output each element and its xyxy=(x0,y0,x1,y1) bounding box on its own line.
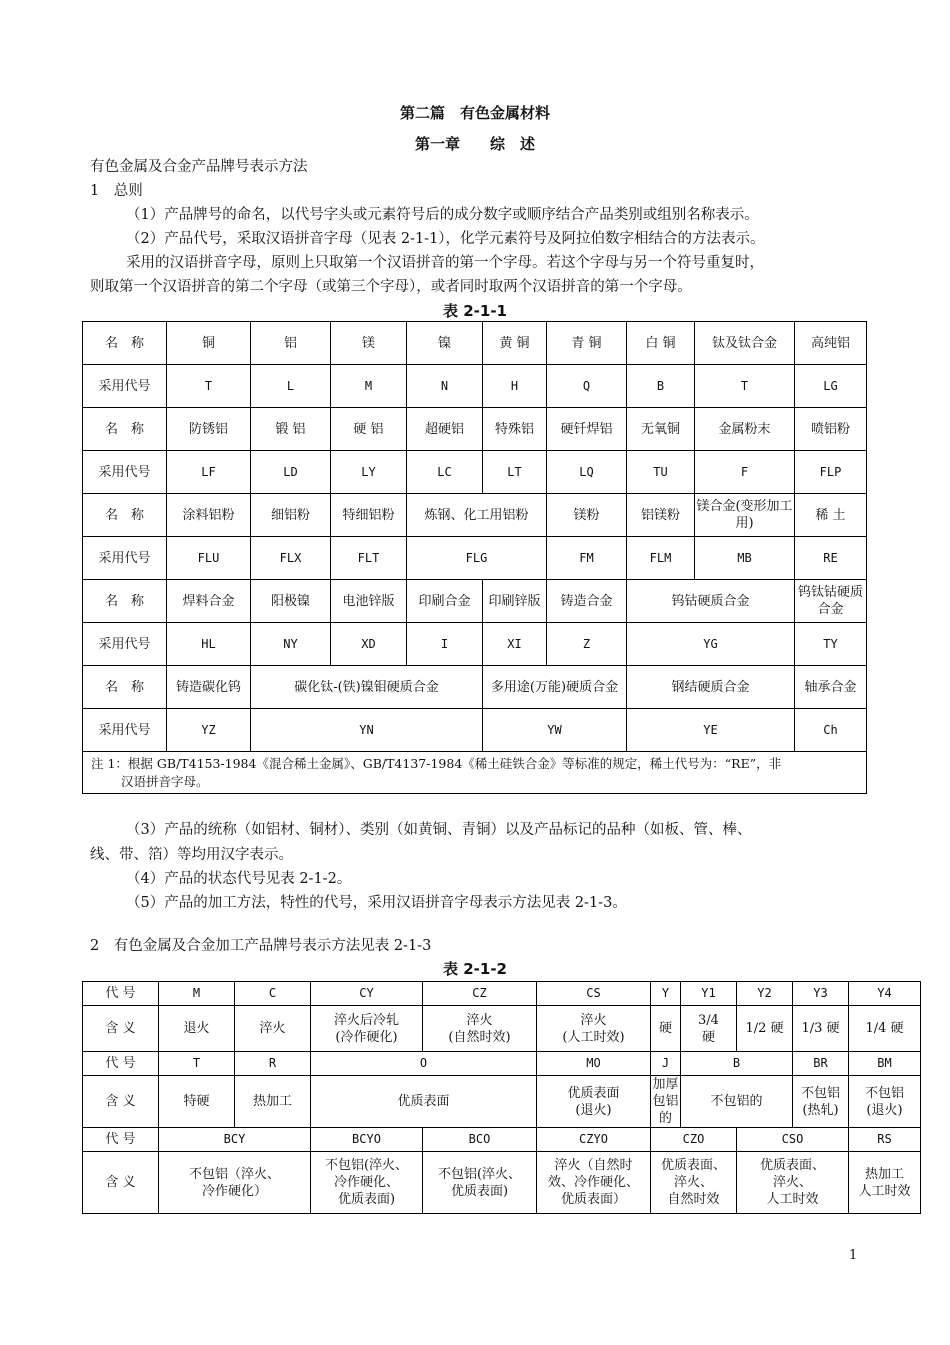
table-cell: YN xyxy=(251,709,483,752)
table-cell: LD xyxy=(251,451,331,494)
table-cell: LF xyxy=(167,451,251,494)
table-row xyxy=(83,408,867,451)
table-cell: 电池锌版 xyxy=(331,580,407,623)
table-cell: Z xyxy=(547,623,627,666)
table-cell: BCYO xyxy=(311,1128,423,1152)
table-cell: LC xyxy=(407,451,483,494)
table-cell: 稀 土 xyxy=(795,494,867,537)
table-cell: 不包铝 (热轧) xyxy=(793,1076,849,1128)
table-cell: 不包铝的 xyxy=(681,1076,793,1128)
table-cell: 1/3 硬 xyxy=(793,1006,849,1052)
table-cell: CZ xyxy=(423,982,537,1006)
table-cell: 高纯铝 xyxy=(795,322,867,365)
table-cell: 喷铝粉 xyxy=(795,408,867,451)
table-row xyxy=(83,1052,921,1076)
table1-header-code: 采用代号 xyxy=(83,537,167,580)
table-cell: Y4 xyxy=(849,982,921,1006)
paragraph-6: （5）产品的加工方法，特性的代号，采用汉语拼音字母表示方法见表 2-1-3。 xyxy=(126,895,627,911)
table-cell: 超硬铝 xyxy=(407,408,483,451)
table-cell: YE xyxy=(627,709,795,752)
table-cell: Y3 xyxy=(793,982,849,1006)
table-cell: LT xyxy=(483,451,547,494)
heading-general: 1 总则 xyxy=(90,183,143,199)
table-cell: Y2 xyxy=(737,982,793,1006)
paragraph-4b: 线、带、箔）等均用汉字表示。 xyxy=(90,847,293,863)
table2-row-header: 代 号 xyxy=(83,982,159,1006)
table-cell: 铝镁粉 xyxy=(627,494,695,537)
table-cell: 涂料铝粉 xyxy=(167,494,251,537)
table-cell: 优质表面 xyxy=(311,1076,537,1128)
table-cell: Ch xyxy=(795,709,867,752)
table-cell: 淬火 xyxy=(235,1006,311,1052)
table-cell: 淬火 (自然时效) xyxy=(423,1006,537,1052)
table-cell: T xyxy=(167,365,251,408)
table-cell: 优质表面、 淬火、 人工时效 xyxy=(737,1152,849,1214)
table-cell: 钢结硬质合金 xyxy=(627,666,795,709)
table1-note-line1: 注 1：根据 GB/T4153-1984《混合稀土金属》、GB/T4137-1984《稀土硅铁合金》等标准的规定，稀土代号为：“RE”，非 xyxy=(91,756,782,771)
table-cell: 铸造合金 xyxy=(547,580,627,623)
table-cell: 1/2 硬 xyxy=(737,1006,793,1052)
table-row xyxy=(83,1006,921,1052)
table-row xyxy=(83,451,867,494)
table-cell: 退火 xyxy=(159,1006,235,1052)
table-row xyxy=(83,666,867,709)
table-product-codes xyxy=(82,321,867,794)
table-cell: TY xyxy=(795,623,867,666)
table1-header-code: 采用代号 xyxy=(83,365,167,408)
table-cell: Q xyxy=(547,365,627,408)
table-cell: L xyxy=(251,365,331,408)
paragraph-2: （2）产品代号，采取汉语拼音字母（见表 2-1-1），化学元素符号及阿拉伯数字相结合的方法表示。 xyxy=(126,231,765,247)
table-cell: 铝 xyxy=(251,322,331,365)
table1-header-code: 采用代号 xyxy=(83,451,167,494)
table-cell: I xyxy=(407,623,483,666)
table-row xyxy=(83,1152,921,1214)
table-cell: 镍 xyxy=(407,322,483,365)
table-cell: 印刷合金 xyxy=(407,580,483,623)
table-cell: 细铝粉 xyxy=(251,494,331,537)
table-cell: HL xyxy=(167,623,251,666)
table-cell: 1/4 硬 xyxy=(849,1006,921,1052)
table-cell: 镁 xyxy=(331,322,407,365)
table-cell: 轴承合金 xyxy=(795,666,867,709)
table-cell: 防锈铝 xyxy=(167,408,251,451)
table-cell: FLU xyxy=(167,537,251,580)
table-cell: N xyxy=(407,365,483,408)
chapter-title: 第一章 综 述 xyxy=(414,135,535,153)
table-cell: 不包铝（淬火、 冷作硬化） xyxy=(159,1152,311,1214)
table-cell: F xyxy=(695,451,795,494)
table-cell: MB xyxy=(695,537,795,580)
table1-header-name: 名 称 xyxy=(83,580,167,623)
table-cell: MO xyxy=(537,1052,651,1076)
table-cell: 不包铝(淬火、 冷作硬化、 优质表面) xyxy=(311,1152,423,1214)
table-cell: 印刷锌版 xyxy=(483,580,547,623)
table-cell: XD xyxy=(331,623,407,666)
table-cell: J xyxy=(651,1052,681,1076)
paragraph-3b: 则取第一个汉语拼音的第二个字母（或第三个字母），或者同时取两个汉语拼音的第一个字母。 xyxy=(90,279,692,295)
table-row xyxy=(83,322,867,365)
table-cell: CY xyxy=(311,982,423,1006)
table-row xyxy=(83,982,921,1006)
table-cell: 优质表面、 淬火、 自然时效 xyxy=(651,1152,737,1214)
table-cell: 阳极镍 xyxy=(251,580,331,623)
table1-header-name: 名 称 xyxy=(83,666,167,709)
table-row xyxy=(83,623,867,666)
table-cell: R xyxy=(235,1052,311,1076)
table-cell: FLM xyxy=(627,537,695,580)
table-cell: 黄 铜 xyxy=(483,322,547,365)
table-cell: YG xyxy=(627,623,795,666)
table1-header-name: 名 称 xyxy=(83,494,167,537)
table1-header-code: 采用代号 xyxy=(83,709,167,752)
table-note-row xyxy=(83,752,867,794)
paragraph-5: （4）产品的状态代号见表 2-1-2。 xyxy=(126,871,352,887)
table-cell: 铜 xyxy=(167,322,251,365)
table-cell: 优质表面 (退火) xyxy=(537,1076,651,1128)
table-row xyxy=(83,580,867,623)
table-cell: XI xyxy=(483,623,547,666)
table-cell: 淬火 (人工时效) xyxy=(537,1006,651,1052)
table-cell: 淬火（自然时 效、冷作硬化、 优质表面） xyxy=(537,1152,651,1214)
table-cell: 不包铝 (退火) xyxy=(849,1076,921,1128)
table-cell: M xyxy=(331,365,407,408)
table1-note xyxy=(83,752,867,794)
table-cell: 多用途(万能)硬质合金 xyxy=(483,666,627,709)
table-cell: T xyxy=(695,365,795,408)
table-cell: 不包铝(淬火、 优质表面) xyxy=(423,1152,537,1214)
table-cell: 碳化钛-(铁)镍钼硬质合金 xyxy=(251,666,483,709)
paragraph-1: （1）产品牌号的命名，以代号字头或元素符号后的成分数字或顺序结合产品类别或组别名称表示。 xyxy=(126,207,759,223)
table-cell: B xyxy=(627,365,695,408)
table-cell: CSO xyxy=(737,1128,849,1152)
table-cell: FM xyxy=(547,537,627,580)
table-cell: 锻 铝 xyxy=(251,408,331,451)
table1-header-name: 名 称 xyxy=(83,408,167,451)
table1-header-code: 采用代号 xyxy=(83,623,167,666)
table-cell: 钛及钛合金 xyxy=(695,322,795,365)
table-cell: 特殊铝 xyxy=(483,408,547,451)
table-cell: Y1 xyxy=(681,982,737,1006)
section-title: 有色金属及合金产品牌号表示方法 xyxy=(90,159,308,175)
table-cell: 淬火后冷轧 (冷作硬化) xyxy=(311,1006,423,1052)
table-temper-codes xyxy=(82,981,921,1214)
table1-header-name: 名 称 xyxy=(83,322,167,365)
table-cell: 硬 xyxy=(651,1006,681,1052)
table-cell: 硬 铝 xyxy=(331,408,407,451)
table-cell: LQ xyxy=(547,451,627,494)
table2-row-header: 代 号 xyxy=(83,1128,159,1152)
table-cell: 镁合金(变形加工用) xyxy=(695,494,795,537)
table-cell: FLT xyxy=(331,537,407,580)
table1-caption: 表 2-1-1 xyxy=(443,302,507,320)
table-row xyxy=(83,709,867,752)
table-cell: 钨钛钴硬质合金 xyxy=(795,580,867,623)
table-cell: 无氧铜 xyxy=(627,408,695,451)
table-cell: RE xyxy=(795,537,867,580)
table-row xyxy=(83,1076,921,1128)
heading-section-2: 2 有色金属及合金加工产品牌号表示方法见表 2-1-3 xyxy=(90,938,432,954)
table-cell: BCO xyxy=(423,1128,537,1152)
table-cell: 青 铜 xyxy=(547,322,627,365)
table-row xyxy=(83,1128,921,1152)
table2-row-header: 代 号 xyxy=(83,1052,159,1076)
table-cell: 白 铜 xyxy=(627,322,695,365)
table-cell: TU xyxy=(627,451,695,494)
table-cell: 炼钢、化工用铝粉 xyxy=(407,494,547,537)
table-cell: 特硬 xyxy=(159,1076,235,1128)
table2-row-header: 含 义 xyxy=(83,1006,159,1052)
paragraph-4a: （3）产品的统称（如铝材、铜材）、类别（如黄铜、青铜）以及产品标记的品种（如板、管、棒、 xyxy=(126,822,752,838)
table-cell: 焊料合金 xyxy=(167,580,251,623)
table2-row-header: 含 义 xyxy=(83,1076,159,1128)
table-row xyxy=(83,494,867,537)
table-cell: 热加工 人工时效 xyxy=(849,1152,921,1214)
table-cell: BM xyxy=(849,1052,921,1076)
table-cell: FLX xyxy=(251,537,331,580)
table2-caption: 表 2-1-2 xyxy=(443,960,507,978)
table-cell: LG xyxy=(795,365,867,408)
table-cell: YW xyxy=(483,709,627,752)
table-cell: C xyxy=(235,982,311,1006)
table-cell: LY xyxy=(331,451,407,494)
table-cell: 镁粉 xyxy=(547,494,627,537)
table-cell: 铸造碳化钨 xyxy=(167,666,251,709)
table-row xyxy=(83,365,867,408)
table-cell: 加厚包铝的 xyxy=(652,1077,679,1126)
table-cell: FLP xyxy=(795,451,867,494)
table-cell: YZ xyxy=(167,709,251,752)
table-cell: 硬钎焊铝 xyxy=(547,408,627,451)
table-cell: 3/4 硬 xyxy=(681,1006,737,1052)
page-number: 1 xyxy=(849,1248,858,1263)
table-cell: Y xyxy=(651,982,681,1006)
table-cell: CZO xyxy=(651,1128,737,1152)
table-cell: CZYO xyxy=(537,1128,651,1152)
part-title: 第二篇 有色金属材料 xyxy=(399,104,550,122)
table-cell: 金属粉末 xyxy=(695,408,795,451)
table-cell: 特细铝粉 xyxy=(331,494,407,537)
table-row xyxy=(83,537,867,580)
table-cell: NY xyxy=(251,623,331,666)
table-cell: T xyxy=(159,1052,235,1076)
table-cell: CS xyxy=(537,982,651,1006)
table-cell: RS xyxy=(849,1128,921,1152)
table1-note-line2: 汉语拼音字母。 xyxy=(121,774,209,789)
paragraph-3a: 采用的汉语拼音字母，原则上只取第一个汉语拼音的第一个字母。若这个字母与另一个符号重复时， xyxy=(126,255,764,271)
table-cell: B xyxy=(681,1052,793,1076)
table-cell: O xyxy=(311,1052,537,1076)
table-cell: H xyxy=(483,365,547,408)
table-cell: FLG xyxy=(407,537,547,580)
table-cell: BCY xyxy=(159,1128,311,1152)
table-cell: BR xyxy=(793,1052,849,1076)
table-cell: 热加工 xyxy=(235,1076,311,1128)
table-cell: M xyxy=(159,982,235,1006)
table-cell: 钨钴硬质合金 xyxy=(627,580,795,623)
table2-row-header: 含 义 xyxy=(83,1152,159,1214)
